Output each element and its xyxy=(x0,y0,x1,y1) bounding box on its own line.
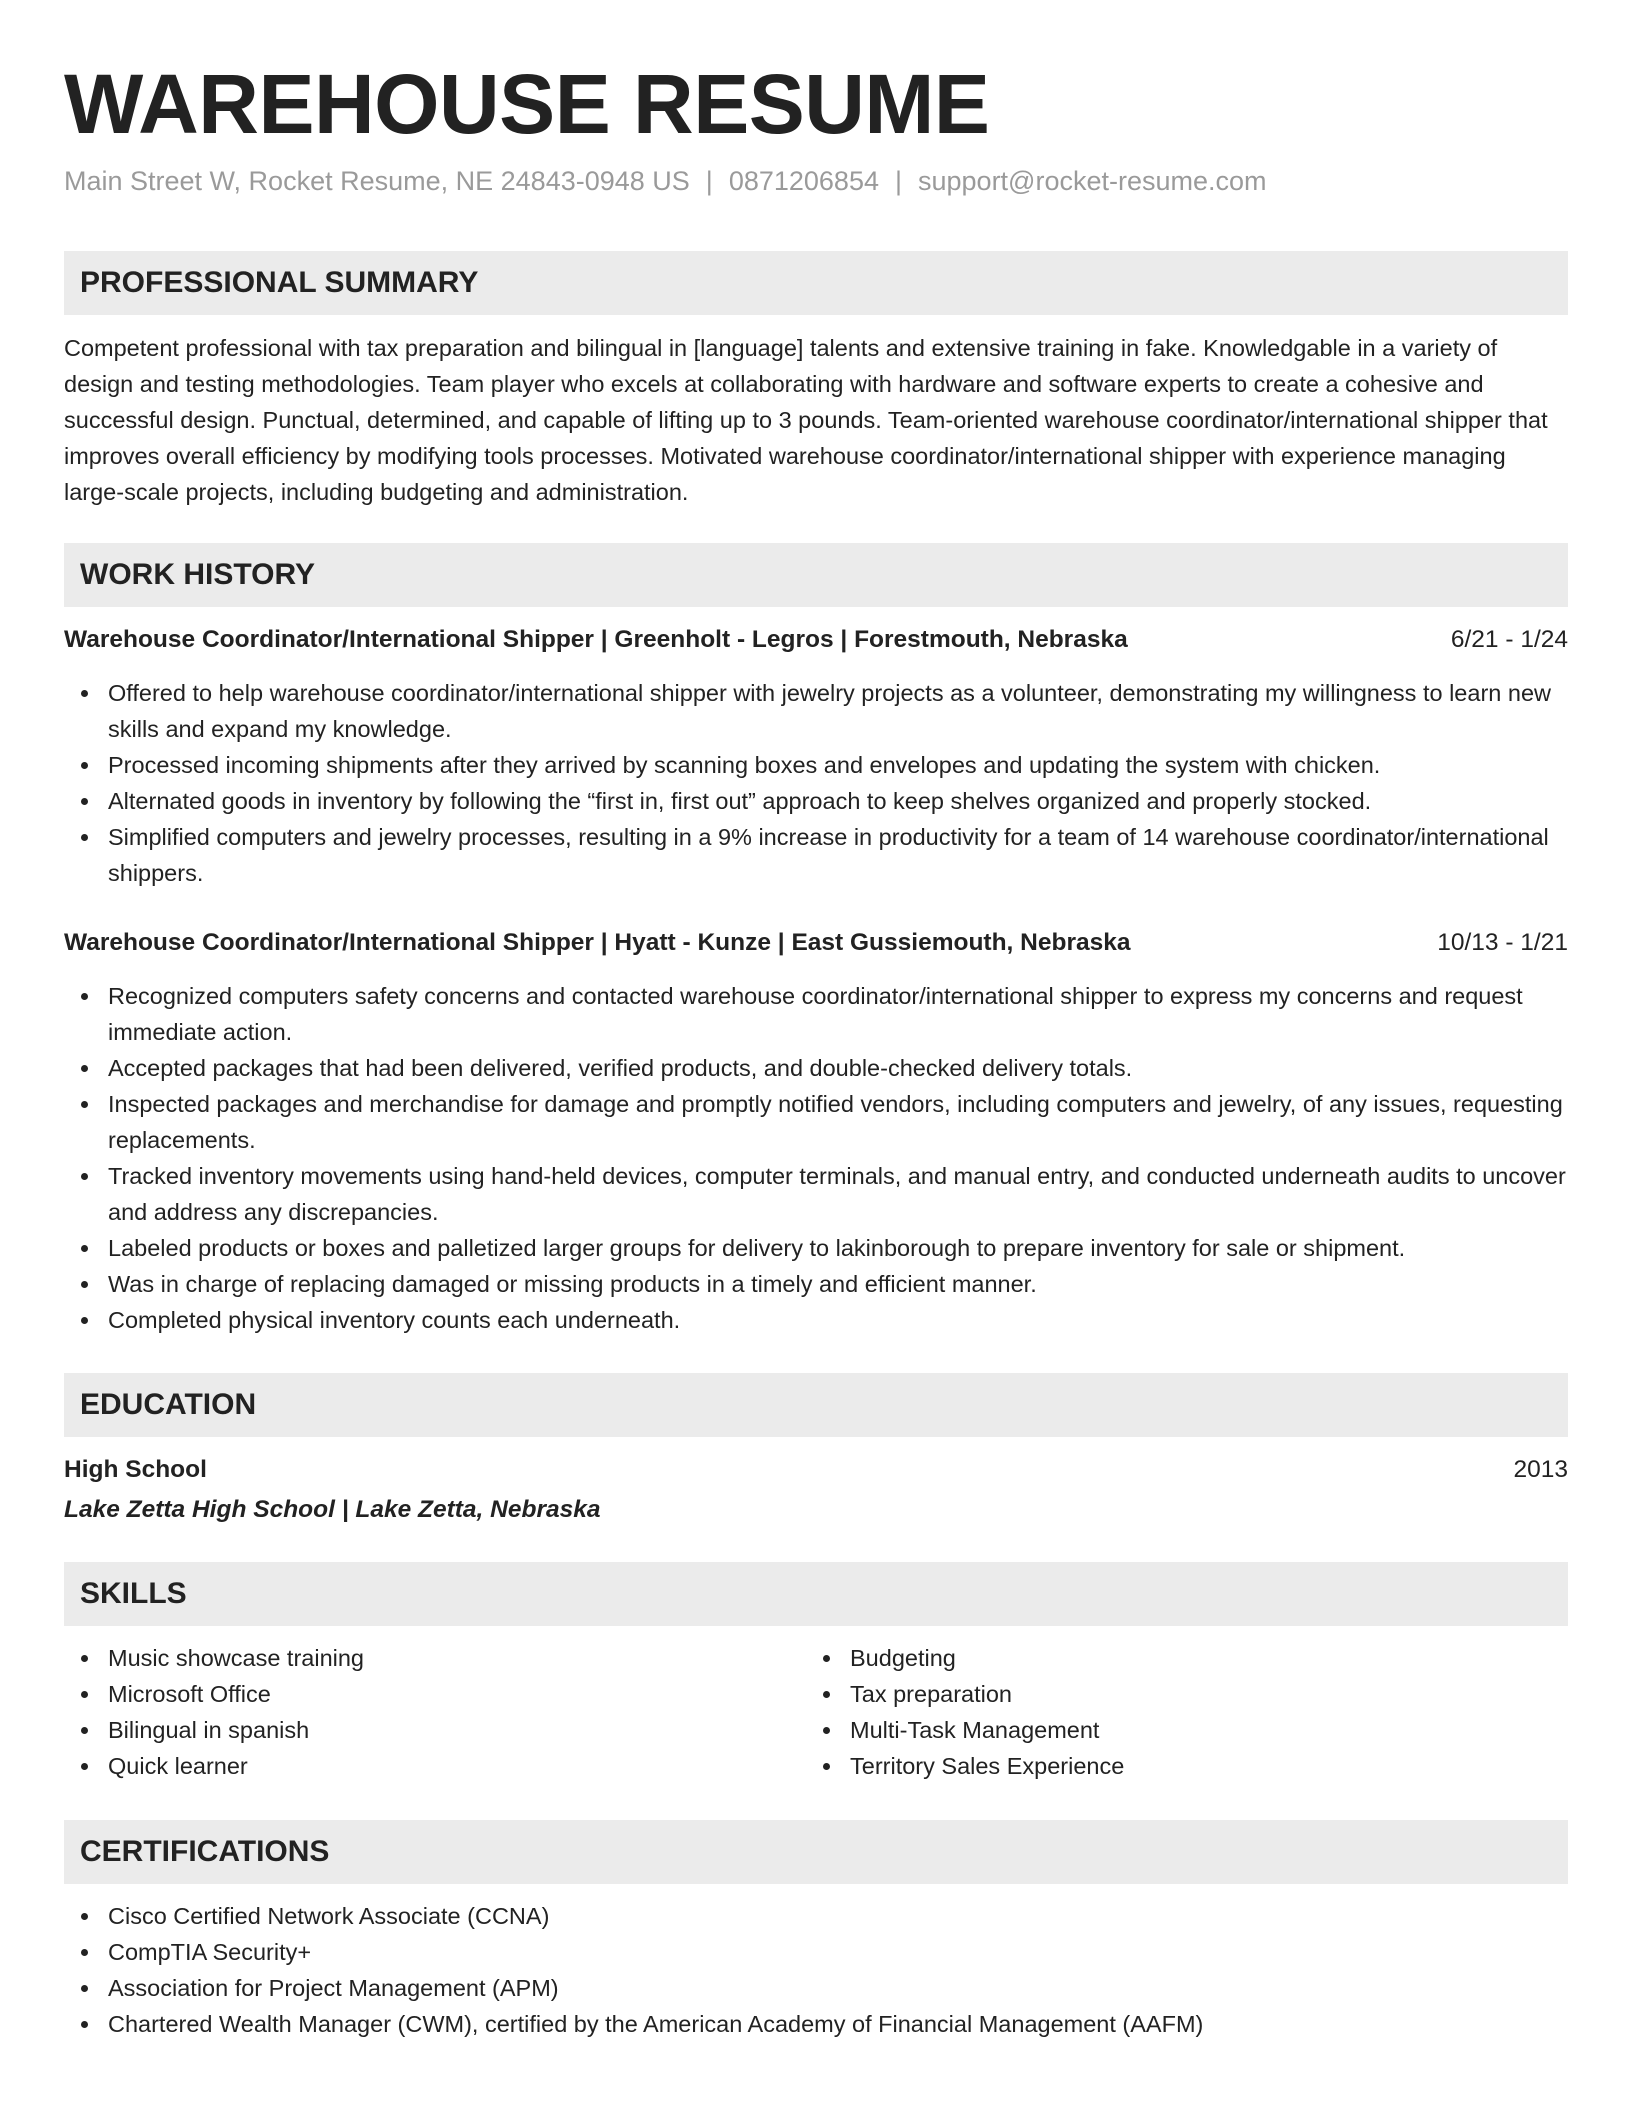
skill-item: Bilingual in spanish xyxy=(64,1712,1568,1748)
job-bullet: Labeled products or boxes and palletized larger groups for delivery to lakinborough to prepare inventory for sale or shipment. xyxy=(64,1230,1568,1266)
education-year: 2013 xyxy=(1513,1456,1568,1483)
contact-address: Main Street W, Rocket Resume, NE 24843-0948 US xyxy=(64,166,690,196)
job-bullet: Processed incoming shipments after they arrived by scanning boxes and envelopes and updating the system with chicken. xyxy=(64,747,1568,783)
education-heading: EDUCATION xyxy=(80,1388,257,1421)
skills-heading-bar xyxy=(64,1562,1568,1626)
job-bullet: Was in charge of replacing damaged or missing products in a timely and efficient manner. xyxy=(64,1266,1568,1302)
job-header xyxy=(64,925,1568,961)
summary-heading: PROFESSIONAL SUMMARY xyxy=(80,266,479,299)
job-bullet: Inspected packages and merchandise for damage and promptly notified vendors, including computers and jewelry, of any issues, requesting replacements. xyxy=(64,1086,1568,1158)
certifications-heading-bar xyxy=(64,1820,1568,1884)
education-school: Lake Zetta High School | Lake Zetta, Nebraska xyxy=(64,1496,601,1523)
skill-item: Tax preparation xyxy=(806,1676,1632,1712)
contact-phone: 0871206854 xyxy=(728,166,879,196)
job-bullet: Simplified computers and jewelry processes, resulting in a 9% increase in productivity for a team of 14 warehouse coordinator/international shippers. xyxy=(64,819,1568,891)
skill-item: Territory Sales Experience xyxy=(806,1748,1632,1784)
job-bullet: Accepted packages that had been delivered, verified products, and double-checked delivery totals. xyxy=(64,1050,1568,1086)
work-heading-bar xyxy=(64,543,1568,607)
contact-email: support@rocket-resume.com xyxy=(918,166,1267,196)
job-bullets xyxy=(64,675,1568,891)
skills-heading: SKILLS xyxy=(80,1577,187,1610)
job-bullets xyxy=(64,978,1568,1338)
contact-line xyxy=(64,166,1267,197)
job-title: Warehouse Coordinator/International Shipper | Greenholt - Legros | Forestmouth, Nebraska xyxy=(64,626,1128,653)
job-dates: 10/13 - 1/21 xyxy=(1437,929,1568,956)
contact-separator: | xyxy=(894,166,902,196)
certifications-heading: CERTIFICATIONS xyxy=(80,1835,330,1868)
resume-title: WAREHOUSE RESUME xyxy=(64,57,990,151)
certification-item: Cisco Certified Network Associate (CCNA) xyxy=(64,1898,1568,1934)
certification-item: Association for Project Management (APM) xyxy=(64,1970,1568,2006)
summary-text: Competent professional with tax preparation and bilingual in [language] talents and extensive training in fake. Knowledgable in a variety of design and testing methodologies. Team player who excels at collaborating with hardware and software experts to create a cohesive and successful design. Punctual, determined, and capable of lifting up to 3 pounds. Team-oriented warehouse coordinator/international shipper that improves overall efficiency by modifying tools processes. Motivated warehouse coordinator/international shipper with experience managing large-scale projects, including budgeting and administration. xyxy=(64,335,1548,505)
skill-item: Quick learner xyxy=(64,1748,1568,1784)
job-bullet: Completed physical inventory counts each underneath. xyxy=(64,1302,1568,1338)
certification-item: CompTIA Security+ xyxy=(64,1934,1568,1970)
job-bullet: Offered to help warehouse coordinator/international shipper with jewelry projects as a volunteer, demonstrating my willingness to learn new skills and expand my knowledge. xyxy=(64,675,1568,747)
job-bullet: Recognized computers safety concerns and contacted warehouse coordinator/international shipper to express my concerns and request immediate action. xyxy=(64,978,1568,1050)
job-header xyxy=(64,622,1568,658)
job-bullet: Tracked inventory movements using hand-held devices, computer terminals, and manual entry, and conducted underneath audits to uncover and address any discrepancies. xyxy=(64,1158,1568,1230)
education-header xyxy=(64,1452,1568,1488)
skill-item: Multi-Task Management xyxy=(806,1712,1632,1748)
certification-item: Chartered Wealth Manager (CWM), certified by the American Academy of Financial Management (AAFM) xyxy=(64,2006,1568,2042)
summary-heading-bar xyxy=(64,251,1568,315)
job-title: Warehouse Coordinator/International Shipper | Hyatt - Kunze | East Gussiemouth, Nebraska xyxy=(64,929,1131,956)
education-heading-bar xyxy=(64,1373,1568,1437)
skill-item: Microsoft Office xyxy=(64,1676,1568,1712)
skill-item: Budgeting xyxy=(806,1640,1632,1676)
education-degree: High School xyxy=(64,1456,207,1483)
certifications-list xyxy=(64,1898,1568,2042)
skill-item: Music showcase training xyxy=(64,1640,1568,1676)
work-heading: WORK HISTORY xyxy=(80,558,316,591)
job-bullet: Alternated goods in inventory by following the “first in, first out” approach to keep shelves organized and properly stocked. xyxy=(64,783,1568,819)
job-dates: 6/21 - 1/24 xyxy=(1450,626,1568,653)
contact-separator: | xyxy=(705,166,713,196)
skills-list-right xyxy=(806,1640,1632,1784)
